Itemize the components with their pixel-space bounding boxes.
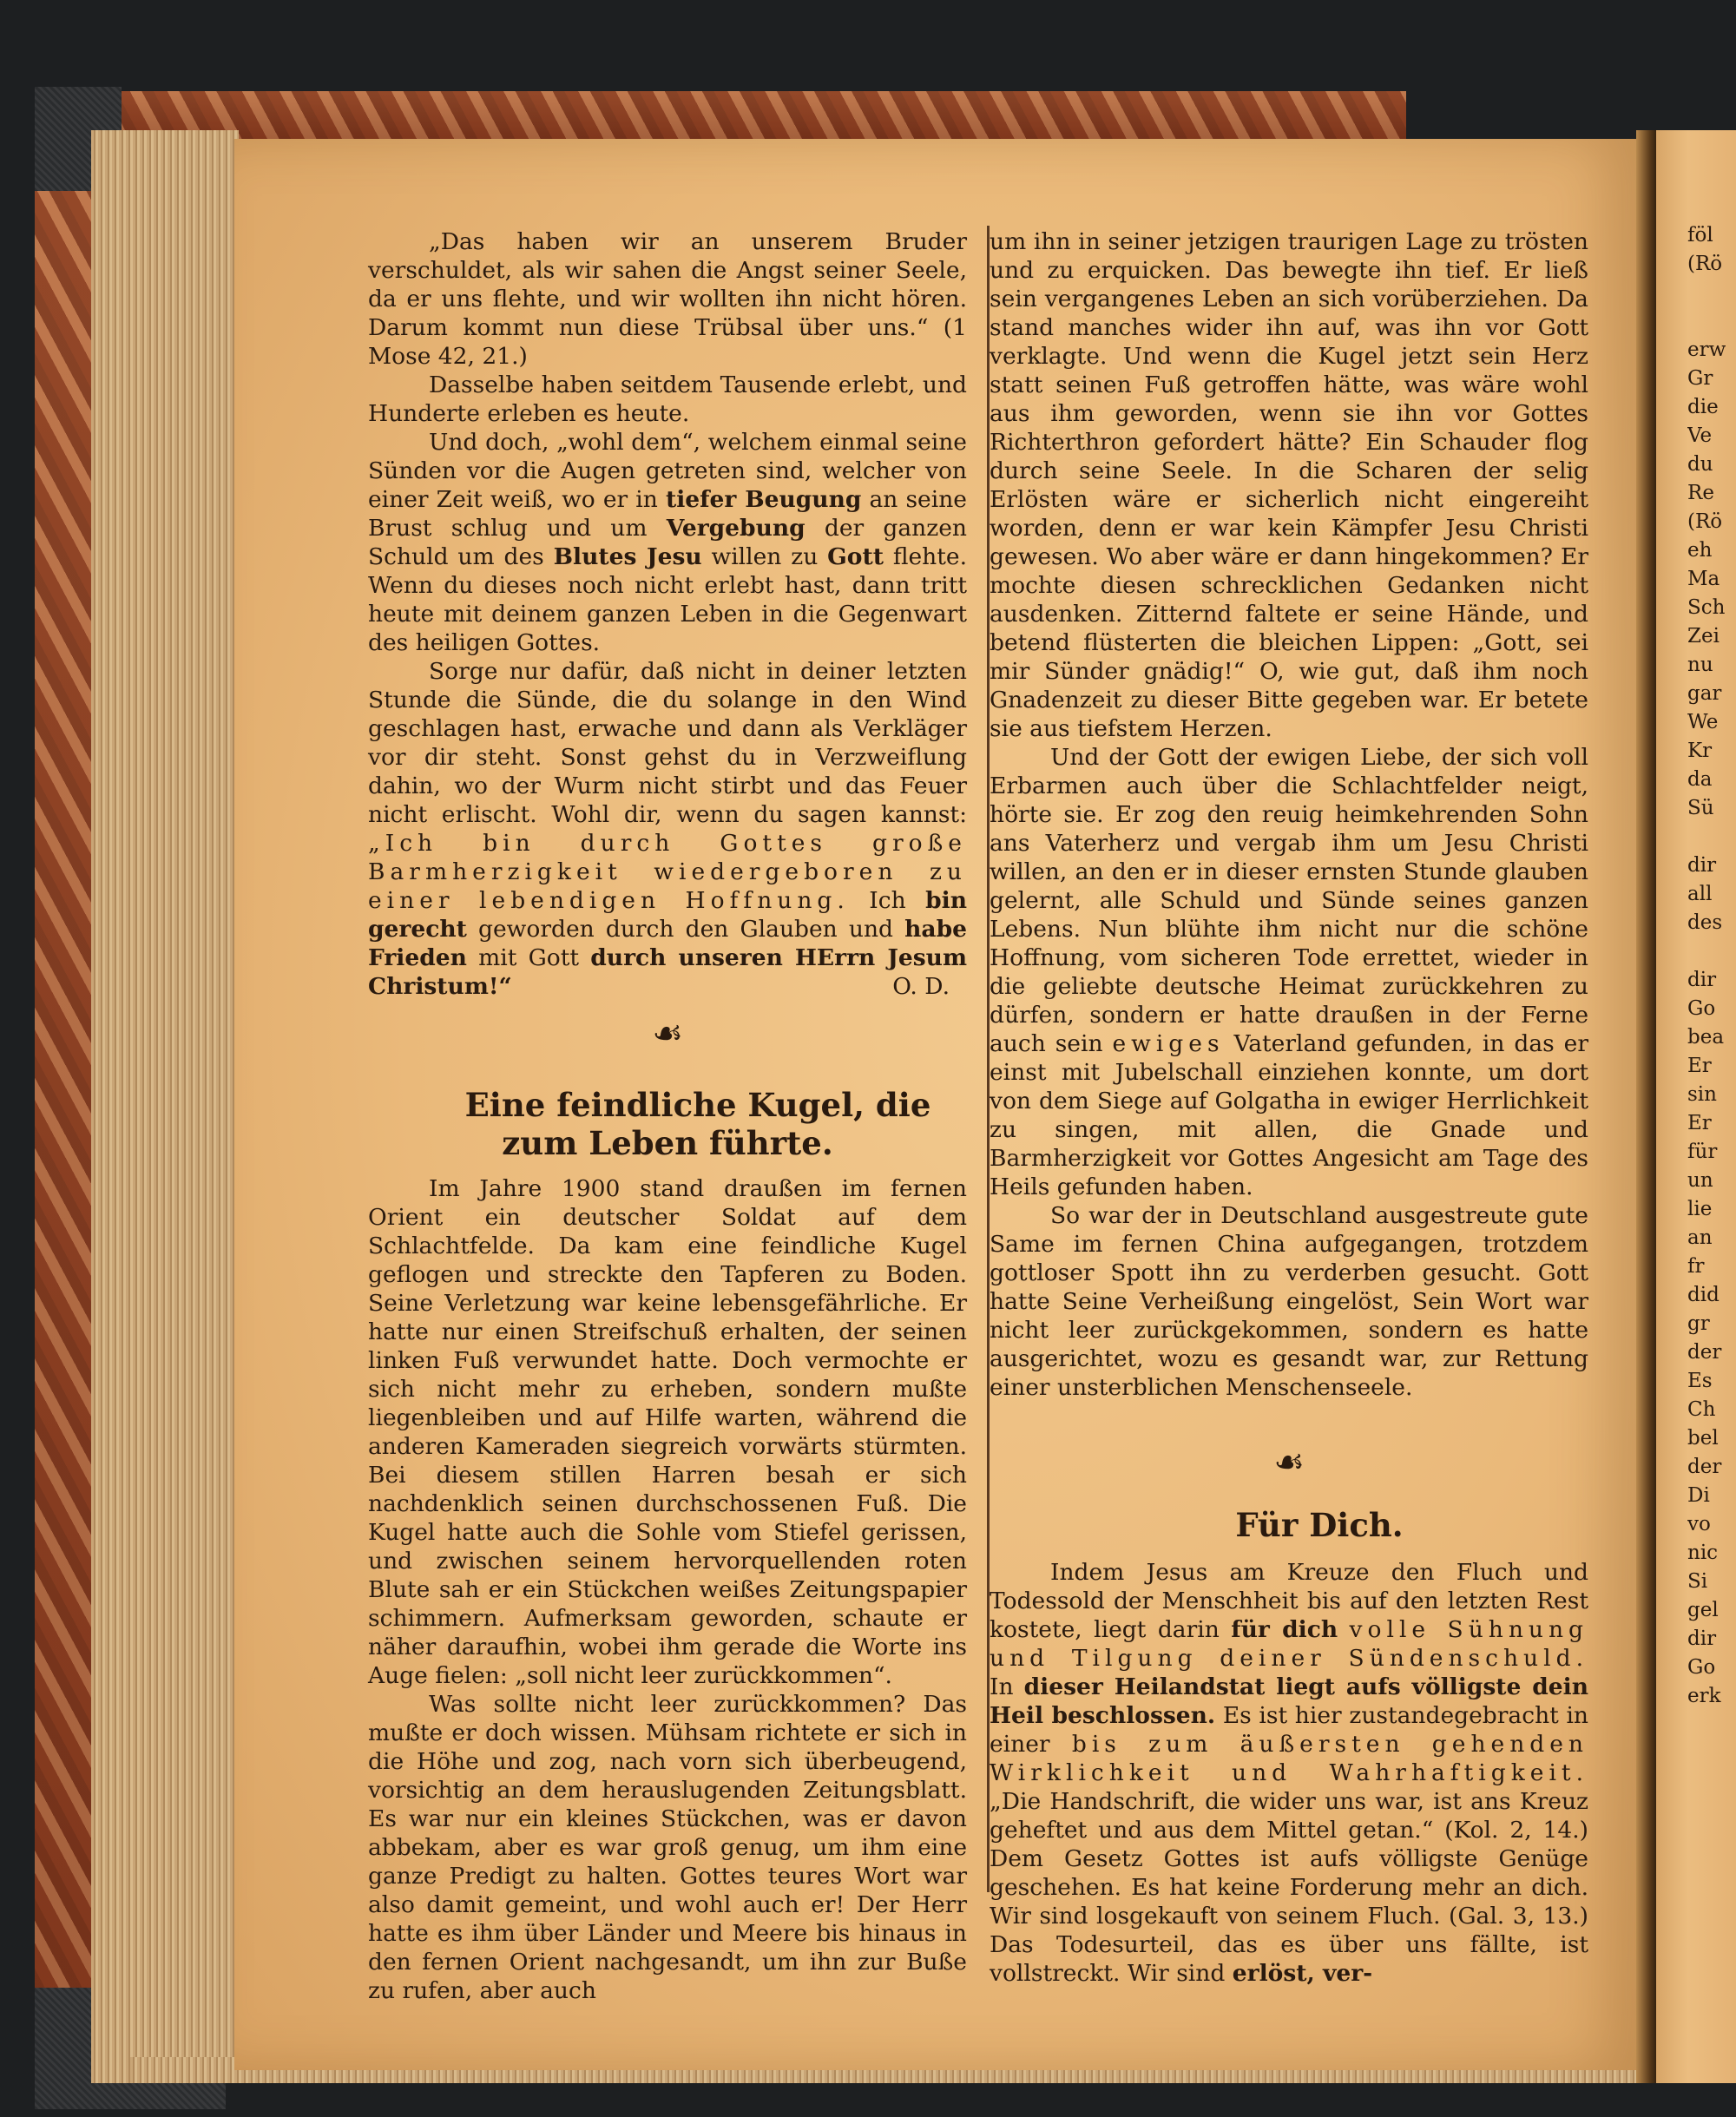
text-run: Es ist hier zustandegebracht in einer bbox=[990, 1702, 1588, 1758]
right-page-fragment: dir bbox=[1687, 969, 1717, 991]
right-page-fragment bbox=[1687, 279, 1736, 307]
article1-paragraph-3 bbox=[368, 428, 967, 657]
book-gutter bbox=[1636, 130, 1658, 2083]
right-page-fragment: un bbox=[1687, 1169, 1713, 1192]
bold-text: durch unseren HErrn Jesum Christum!“ bbox=[368, 944, 967, 1000]
right-page-fragment: nic bbox=[1687, 1542, 1719, 1564]
article2-title: Eine feindliche Kugel, die zum Leben führte. bbox=[464, 1086, 931, 1162]
text-run: Ich bbox=[869, 887, 906, 914]
spaced-text: „Ich bin durch Gottes große Barmherzigkeit wiedergeboren zu einer lebendigen Hoffnung. bbox=[368, 830, 967, 914]
bold-text: tiefer Beugung bbox=[665, 486, 862, 513]
right-page-fragment: gr bbox=[1687, 1312, 1710, 1335]
text-run: Und doch, „wohl dem“, welchem einmal seine Sünden vor die Augen getreten sind, welcher von einer Zeit weiß, wo er in bbox=[368, 429, 967, 513]
spaced-text: bis zum äußersten gehenden Wirklichkeit und Wahrhaftigkeit. bbox=[990, 1731, 1588, 1786]
right-page-fragment: Si bbox=[1687, 1570, 1708, 1593]
right-page-fragment: Di bbox=[1687, 1484, 1710, 1507]
right-page-fragment bbox=[1687, 307, 1736, 336]
right-page-fragment: nu bbox=[1687, 654, 1713, 676]
bold-text: erlöst, ver- bbox=[1232, 1960, 1373, 1987]
bold-text: für dich bbox=[1231, 1616, 1338, 1643]
bold-text: dieser Heilandstat liegt aufs völligste dein Heil beschlossen. bbox=[990, 1673, 1588, 1729]
right-page-fragment: Sch bbox=[1687, 596, 1726, 619]
right-page-fragment: sin bbox=[1687, 1083, 1717, 1106]
right-page-fragment: Re bbox=[1687, 482, 1714, 504]
right-page-fragment: all bbox=[1687, 883, 1713, 905]
right-page-fragment: Sü bbox=[1687, 797, 1714, 819]
article2-paragraph-3 bbox=[990, 743, 1588, 1201]
right-page-text-fragments bbox=[1687, 221, 1736, 1711]
spaced-text: volle Sühnung und Tilgung deiner Sündenschuld. bbox=[990, 1616, 1588, 1672]
text-run: Indem Jesus am Kreuze den Fluch und Todessold der Menschheit bis auf den letzten Rest kostete, liegt darin bbox=[990, 1559, 1588, 1643]
right-page-fragment bbox=[1687, 937, 1736, 966]
article1-paragraph-1: „Das haben wir an unserem Bruder verschuldet, als wir sahen die Angst seiner Seele, da er uns flehte, und wir wollten ihn nicht hören. Darum kommt nun diese Trübsal über uns.“ (1 Mose 42, 21.) bbox=[368, 228, 967, 370]
right-page-fragment: erk bbox=[1687, 1685, 1721, 1707]
text-run: „Die Handschrift, die wider uns war, ist ans Kreuz geheftet und aus dem Mittel getan.“ (Kol. 2, 14.) Dem Gesetz Gottes ist aufs völligste Genüge geschehen. Es hat keine Forderung mehr an dich. Wir sind losgekauft von seinem Fluch. (Gal. 3, 13.) Das Todesurteil, das es über uns fällte, ist vollstreckt. Wir sind bbox=[990, 1788, 1588, 1987]
right-page-fragment: eh bbox=[1687, 539, 1713, 562]
text-run: der ganzen Schuld um des bbox=[368, 515, 967, 570]
text-run: willen zu bbox=[711, 543, 819, 570]
right-page-fragment: Es bbox=[1687, 1370, 1713, 1392]
left-column bbox=[368, 227, 967, 2005]
text-run: an seine Brust schlug und um bbox=[368, 486, 967, 542]
bold-text: habe Frieden bbox=[368, 916, 967, 971]
right-page-fragment: für bbox=[1687, 1141, 1718, 1163]
text-run: Und der Gott der ewigen Liebe, der sich voll Erbarmen auch über die Schlachtfelder neigt, hörte sie. Er zog den reuig heimkehrenden Sohn ans Vaterherz und vergab ihm um Jesu Christi willen, an den er in dieser ernsten Stunde glauben gelernt, alle Schuld und Sünde seines ganzen Lebens. Nun blühte ihm nicht nur die schöne Hoffnung, vom sicheren Tode errettet, wieder in die geliebte deutsche Heimat zurückkehren zu dürfen, sondern er hatte draußen in der Ferne auch sein bbox=[990, 744, 1588, 1057]
article3-paragraph-1 bbox=[990, 1558, 1588, 1988]
section-ornament-2: ☙ bbox=[1273, 1443, 1305, 1483]
article3-title: Für Dich. bbox=[1235, 1506, 1404, 1544]
right-page-fragment: Gr bbox=[1687, 367, 1713, 390]
bold-text: bin gerecht bbox=[368, 887, 967, 943]
right-page-fragment: (Rö bbox=[1687, 510, 1723, 533]
right-page-fragment: did bbox=[1687, 1284, 1720, 1306]
right-page-fragment: da bbox=[1687, 768, 1713, 791]
bold-text: Blutes Jesu bbox=[553, 543, 702, 570]
right-page-fragment: Ve bbox=[1687, 424, 1713, 447]
bold-text: Vergebung bbox=[666, 515, 806, 542]
right-page-fragment: Zei bbox=[1687, 625, 1720, 648]
right-page-fragment: die bbox=[1687, 396, 1719, 418]
right-page-fragment: gel bbox=[1687, 1599, 1719, 1621]
article2-paragraph-2-continued: um ihn in seiner jetzigen traurigen Lage zu trösten und zu erquicken. Das bewegte ihn tief. Er ließ sein vergangenes Leben an sich vorüberziehen. Da stand manches wider ihn auf, was ihn vor Gott verklagte. Und wenn die Kugel jetzt sein Herz statt seinen Fuß getroffen hätte, was wäre wohl aus ihm geworden, wenn sie ihn vor Gottes Richterthron gefordert hätte? Ein Schauder flog durch seine Seele. In die Scharen der selig Erlösten wäre er sicherlich nicht eingereiht worden, denn er war kein Kämpfer Jesu Christi gewesen. Wo aber wäre er dann hingekommen? Er mochte diesen schrecklichen Gedanken nicht ausdenken. Zitternd faltete er seine Hände, und betend flüsterten die bleichen Lippen: „Gott, sei mir Sünder gnädig!“ O, wie gut, daß ihm noch Gnadenzeit zu dieser Bitte gegeben war. Er betete sie aus tiefstem Herzen. bbox=[990, 228, 1588, 742]
book-cover-top bbox=[104, 91, 1406, 139]
right-page-fragment: lie bbox=[1687, 1198, 1713, 1220]
text-run: In bbox=[990, 1673, 1014, 1700]
text-run: mit Gott bbox=[478, 944, 580, 971]
spaced-text: ewiges bbox=[1112, 1030, 1225, 1057]
right-page-fragment: dir bbox=[1687, 854, 1717, 877]
article1-paragraph-4 bbox=[368, 657, 967, 1001]
right-page-fragment bbox=[1687, 823, 1736, 851]
right-page-fragment: föl bbox=[1687, 224, 1713, 247]
text-run: geworden durch den Glauben und bbox=[478, 916, 893, 943]
right-page-fragment: Er bbox=[1687, 1112, 1712, 1134]
right-page-fragment: der bbox=[1687, 1341, 1722, 1364]
right-page-fragment: We bbox=[1687, 711, 1719, 733]
article2-paragraph-1: Im Jahre 1900 stand draußen im fernen Orient ein deutscher Soldat auf dem Schlachtfelde. Da kam eine feindliche Kugel geflogen und streckte den Tapferen zu Boden. Seine Verletzung war keine lebensgefährliche. Er hatte nur einen Streifschuß erhalten, der seinen linken Fuß verwundet hatte. Doch vermochte er sich nicht mehr zu erheben, sondern mußte liegenbleiben und auf Hilfe warten, während die anderen Kameraden siegreich vorwärts stürmten. Bei diesem stillen Harren besah er sich nachdenklich seinen durchschossenen Fuß. Die Kugel hatte auch die Sohle vom Stiefel gerissen, und zwischen seinem hervorquellenden roten Blute sah er ein Stückchen weißes Zeitungspapier schimmern. Aufmerksam geworden, schaute er näher daraufhin, wobei ihm gerade die Worte ins Auge fielen: „soll nicht leer zurückkommen“. bbox=[368, 1175, 967, 1689]
text-run: flehte. Wenn du dieses noch nicht erlebt hast, dann tritt heute mit deinem ganzen Leben in die Gegenwart des heiligen Gottes. bbox=[368, 543, 968, 656]
right-page-fragment: der bbox=[1687, 1456, 1722, 1478]
text-run: Sorge nur dafür, daß nicht in deiner letzten Stunde die Sünde, die du solange in den Wind geschlagen hast, erwache und dann als Verkläger vor dir steht. Sonst gehst du in Verzweiflung dahin, wo der Wurm nicht stirbt und das Feuer nicht erlischt. Wohl dir, wenn du sagen kannst: bbox=[368, 658, 967, 828]
right-page-fragment: Kr bbox=[1687, 740, 1713, 762]
right-page-fragment: Go bbox=[1687, 997, 1716, 1020]
right-page-fragment: gar bbox=[1687, 682, 1722, 705]
right-page-fragment: Er bbox=[1687, 1055, 1712, 1077]
article2-paragraph-4: So war der in Deutschland ausgestreute gute Same im fernen China aufgegangen, trotzdem gottloser Spott ihn zu verderben gesucht. Gott hatte Seine Verheißung eingelöst, Sein Wort war nicht leer zurückgekommen, sondern es hatte ausgerichtet, wozu es gesandt war, zur Rettung einer unsterblichen Menschenseele. bbox=[990, 1202, 1588, 1401]
right-column bbox=[990, 227, 1588, 1988]
article1-paragraph-2: Dasselbe haben seitdem Tausende erlebt, und Hunderte erleben es heute. bbox=[368, 371, 967, 427]
right-page-fragment: bea bbox=[1687, 1026, 1725, 1049]
right-page-fragment: Go bbox=[1687, 1656, 1716, 1679]
article1-signature: O. D. bbox=[892, 973, 950, 1000]
right-page-fragment: bel bbox=[1687, 1427, 1719, 1450]
bold-text: Gott bbox=[827, 543, 884, 570]
section-ornament-1: ☙ bbox=[652, 1014, 683, 1054]
right-page-fragment: Ch bbox=[1687, 1398, 1716, 1421]
right-page-fragment: dir bbox=[1687, 1627, 1717, 1650]
right-page-fragment: des bbox=[1687, 911, 1723, 934]
text-run: Vaterland gefunden, in das er einst mit Jubelschall einziehen konnte, um dort von dem Siege auf Golgatha in ewiger Herrlichkeit zu singen, mit allen, die Gnade und Barmherzigkeit vor Gottes Angesicht am Tage des Heils gefunden haben. bbox=[990, 1030, 1588, 1200]
right-page-fragment: fr bbox=[1687, 1255, 1705, 1278]
right-page-fragment: (Rö bbox=[1687, 253, 1723, 275]
right-page-fragment: vo bbox=[1687, 1513, 1711, 1535]
right-page-fragment: du bbox=[1687, 453, 1713, 476]
right-page-fragment: Ma bbox=[1687, 568, 1720, 590]
article2-paragraph-2: Was sollte nicht leer zurückkommen? Das mußte er doch wissen. Mühsam richtete er sich in die Höhe und zog, nach vorn sich überbeugend, vorsichtig an dem herauslugenden Zeitungsblatt. Es war nur ein kleines Stückchen, was er davon abbekam, aber es war groß genug, um ihm eine ganze Predigt zu halten. Gottes teures Wort war also damit gemeint, und wohl auch er! Der Herr hatte es ihm über Länder und Meere bis hinaus in den fernen Orient nachgesandt, um ihn zur Buße zu rufen, aber auch bbox=[368, 1691, 967, 2004]
right-page-fragment: erw bbox=[1687, 339, 1726, 361]
right-page-fragment: an bbox=[1687, 1226, 1713, 1249]
page-edges-left bbox=[91, 130, 239, 2083]
